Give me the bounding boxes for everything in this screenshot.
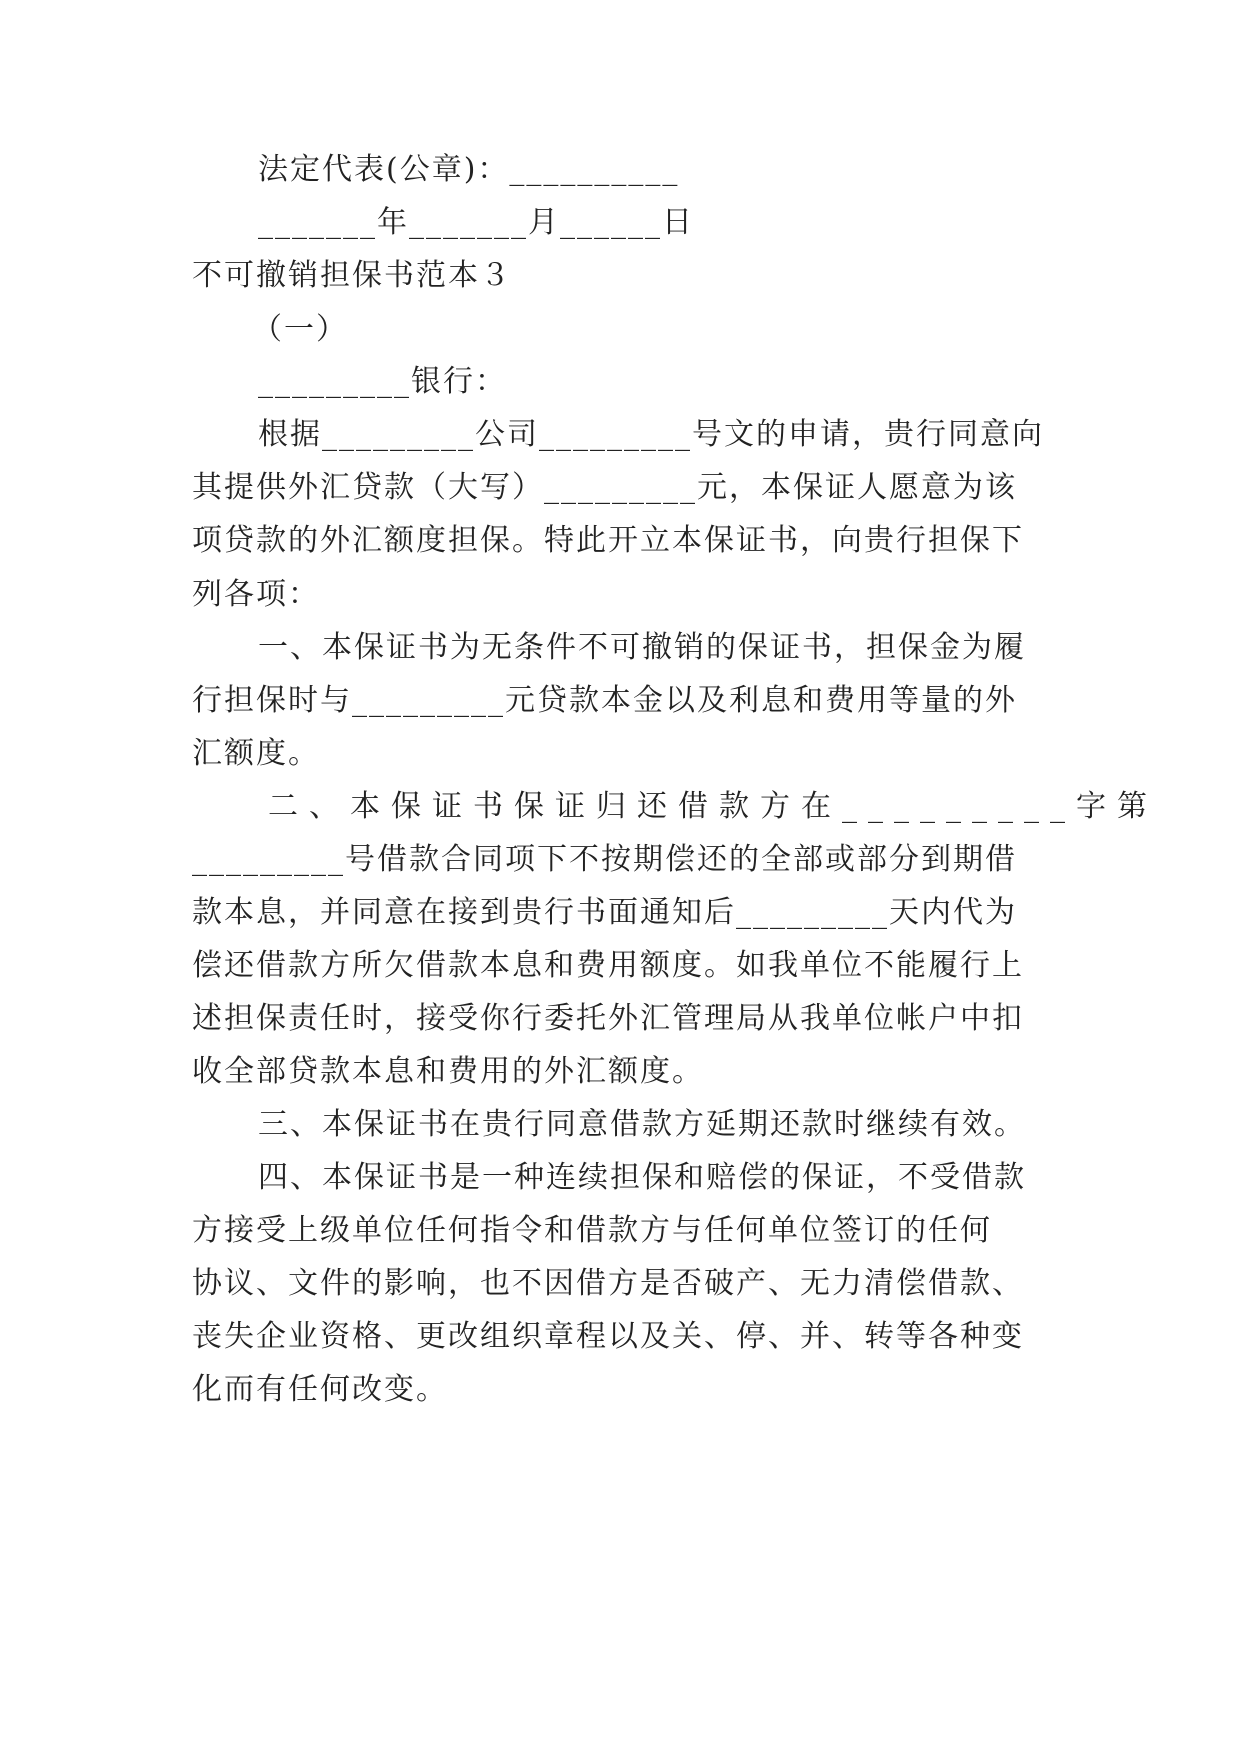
legal-rep-seal-line: 法定代表(公章)：__________ bbox=[258, 152, 680, 187]
addressee-line: _________银行： bbox=[258, 364, 507, 399]
date-line: _______年_______月______日 bbox=[258, 205, 694, 240]
clause-2-line: 款本息，并同意在接到贵行书面通知后_________天内代为 bbox=[192, 895, 1017, 930]
clause-2-line: 述担保责任时，接受你行委托外汇管理局从我单位帐户中扣 bbox=[192, 1001, 1024, 1036]
clause-4-line: 化而有任何改变。 bbox=[192, 1372, 448, 1407]
clause-2-line: _________号借款合同项下不按期偿还的全部或部分到期借 bbox=[192, 842, 1017, 877]
clause-2-line: 偿还借款方所欠借款本息和费用额度。如我单位不能履行上 bbox=[192, 948, 1024, 983]
subsection-number: （一） bbox=[252, 312, 348, 347]
clause-4-line: 方接受上级单位任何指令和借款方与任何单位签订的任何 bbox=[192, 1213, 992, 1248]
clause-4-line: 丧失企业资格、更改组织章程以及关、停、并、转等各种变 bbox=[192, 1319, 1024, 1354]
paragraph-line: 根据_________公司_________号文的申请，贵行同意向 bbox=[258, 417, 1044, 452]
clause-3-line: 三、本保证书在贵行同意借款方延期还款时继续有效。 bbox=[258, 1107, 1026, 1142]
paragraph-line: 项贷款的外汇额度担保。特此开立本保证书，向贵行担保下 bbox=[192, 523, 1024, 558]
clause-1-line: 汇额度。 bbox=[192, 736, 320, 771]
clause-1-line: 一、本保证书为无条件不可撤销的保证书，担保金为履 bbox=[258, 630, 1026, 665]
section-title: 不可撤销担保书范本３ bbox=[192, 258, 512, 293]
clause-2-line: 二、本保证书保证归还借款方在_________字第 bbox=[268, 789, 1158, 824]
paragraph-line: 列各项： bbox=[192, 577, 320, 612]
clause-2-line: 收全部贷款本息和费用的外汇额度。 bbox=[192, 1054, 704, 1089]
clause-4-line: 协议、文件的影响，也不因借方是否破产、无力清偿借款、 bbox=[192, 1266, 1024, 1301]
clause-4-line: 四、本保证书是一种连续担保和赔偿的保证，不受借款 bbox=[258, 1160, 1026, 1195]
paragraph-line: 其提供外汇贷款（大写）_________元，本保证人愿意为该 bbox=[192, 470, 1017, 505]
clause-1-line: 行担保时与_________元贷款本金以及利息和费用等量的外 bbox=[192, 683, 1017, 718]
